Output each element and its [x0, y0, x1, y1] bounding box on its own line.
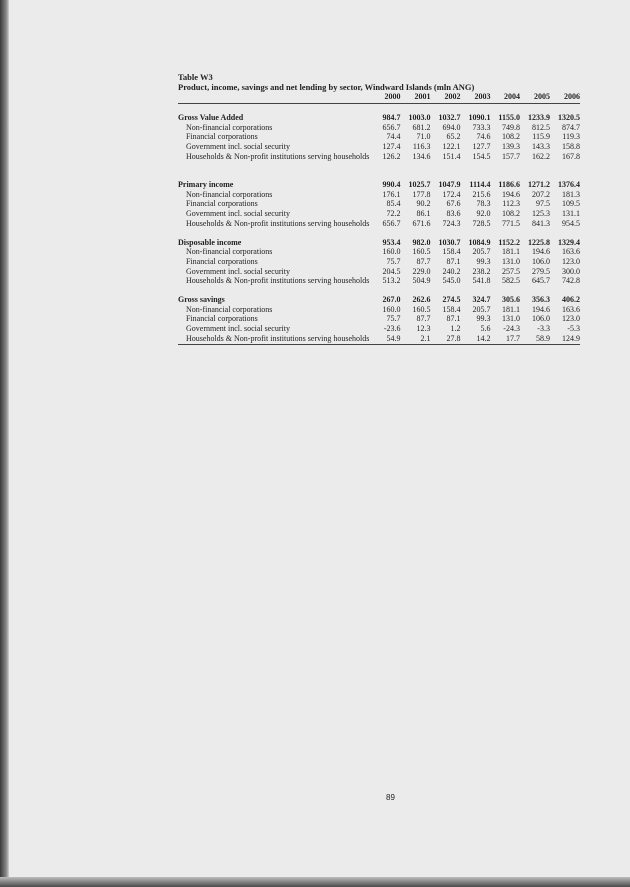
- cell-value: 160.5: [412, 304, 431, 314]
- table-row: [178, 199, 580, 209]
- cell-value: 1225.8: [527, 237, 550, 247]
- cell-value: 874.7: [562, 122, 580, 132]
- cell-value: 78.3: [476, 199, 491, 209]
- cell-value: 123.0: [562, 256, 580, 266]
- cell-value: 812.5: [531, 122, 550, 132]
- year-header: 2006: [550, 92, 580, 103]
- table-row: [178, 142, 580, 152]
- row-label: Non-financial corporations: [186, 304, 273, 314]
- cell-value: -3.3: [537, 324, 550, 334]
- cell-value: 681.2: [412, 122, 431, 132]
- cell-value: 151.4: [442, 151, 461, 161]
- cell-value: 17.7: [491, 334, 520, 345]
- row-label: Households & Non-profit institutions serving households: [186, 151, 370, 161]
- cell-value: 406.2: [562, 295, 580, 305]
- cell-value: 194.6: [531, 304, 550, 314]
- cell-value: 262.6: [412, 295, 431, 305]
- cell-value: 172.4: [442, 189, 461, 199]
- cell-value: 127.7: [472, 141, 491, 151]
- cell-value: 305.6: [501, 295, 520, 305]
- row-label: Primary income: [178, 180, 234, 190]
- table-row: [178, 314, 580, 324]
- cell-value: 645.7: [531, 276, 550, 286]
- cell-value: 2.1: [401, 334, 431, 345]
- cell-value: -5.3: [567, 324, 580, 334]
- cell-value: 139.3: [501, 141, 520, 151]
- cell-value: -24.3: [503, 324, 520, 334]
- cell-value: 58.9: [520, 334, 550, 345]
- cell-value: 86.1: [416, 208, 431, 218]
- row-label: Government incl. social security: [186, 208, 290, 218]
- cell-value: 75.7: [386, 256, 401, 266]
- cell-value: 97.5: [535, 199, 550, 209]
- cell-value: 279.5: [531, 266, 550, 276]
- cell-value: 158.4: [442, 304, 461, 314]
- year-header: 2003: [461, 92, 491, 103]
- cell-value: 158.4: [442, 247, 461, 257]
- cell-value: 274.5: [442, 295, 461, 305]
- cell-value: 65.2: [446, 132, 461, 142]
- cell-value: 1233.9: [527, 113, 550, 123]
- year-header: 2005: [520, 92, 550, 103]
- cell-value: 1376.4: [558, 180, 580, 190]
- cell-value: 108.2: [501, 208, 520, 218]
- cell-value: 27.8: [431, 334, 461, 345]
- table-subtitle: Product, income, savings and net lending by sector, Windward Islands (mln ANG): [178, 82, 475, 92]
- cell-value: 123.0: [562, 314, 580, 324]
- cell-value: 694.0: [442, 122, 461, 132]
- cell-value: 71.0: [416, 132, 431, 142]
- spacer: [178, 228, 580, 238]
- table-row: [178, 247, 580, 257]
- cell-value: 1003.0: [408, 113, 431, 123]
- cell-value: 119.3: [562, 132, 580, 142]
- cell-value: 158.8: [562, 141, 580, 151]
- cell-value: 167.8: [562, 151, 580, 161]
- cell-value: 990.4: [382, 180, 401, 190]
- cell-value: 162.2: [531, 151, 550, 161]
- cell-value: 112.3: [502, 199, 520, 209]
- cell-value: 160.0: [382, 247, 401, 257]
- cell-value: 1329.4: [558, 237, 580, 247]
- cell-value: 1025.7: [408, 180, 431, 190]
- table-row: [178, 334, 580, 345]
- cell-value: 207.2: [531, 189, 550, 199]
- cell-value: 134.6: [412, 151, 431, 161]
- row-label: Financial corporations: [186, 132, 258, 142]
- cell-value: 749.8: [501, 122, 520, 132]
- table-row: [178, 152, 580, 162]
- cell-value: 1090.1: [468, 113, 491, 123]
- table-row: [178, 324, 580, 334]
- cell-value: 771.5: [501, 218, 520, 228]
- cell-value: 74.6: [476, 132, 491, 142]
- cell-value: 87.7: [416, 314, 431, 324]
- cell-value: 1030.7: [438, 237, 461, 247]
- cell-value: 215.6: [472, 189, 491, 199]
- spacer: [178, 286, 580, 296]
- cell-value: 106.0: [531, 256, 550, 266]
- cell-value: 257.5: [501, 266, 520, 276]
- cell-value: 177.8: [412, 189, 431, 199]
- cell-value: 127.4: [382, 141, 401, 151]
- cell-value: 122.1: [442, 141, 461, 151]
- row-label: Households & Non-profit institutions serving households: [186, 276, 370, 286]
- cell-value: 181.1: [501, 304, 520, 314]
- table-row: [178, 209, 580, 219]
- cell-value: 87.7: [416, 256, 431, 266]
- cell-value: 545.0: [442, 276, 461, 286]
- cell-value: 116.3: [412, 141, 431, 151]
- cell-value: 67.6: [446, 199, 461, 209]
- year-header: 2000: [376, 92, 401, 103]
- cell-value: 582.5: [501, 276, 520, 286]
- row-label: Non-financial corporations: [186, 122, 273, 132]
- cell-value: 205.7: [472, 247, 491, 257]
- cell-value: 194.6: [531, 247, 550, 257]
- table-title: Table W3: [178, 72, 213, 82]
- cell-value: 115.9: [532, 132, 550, 142]
- cell-value: 204.5: [382, 266, 401, 276]
- cell-value: 154.5: [472, 151, 491, 161]
- cell-value: 176.1: [382, 189, 401, 199]
- cell-value: 229.0: [412, 266, 431, 276]
- cell-value: 982.0: [412, 237, 431, 247]
- cell-value: 656.7: [382, 218, 401, 228]
- scan-edge-bottom: [0, 877, 630, 887]
- year-header: 2001: [401, 92, 431, 103]
- cell-value: 1.2: [450, 324, 461, 334]
- row-label: Non-financial corporations: [186, 247, 273, 257]
- cell-value: 205.7: [472, 304, 491, 314]
- table-row: [178, 180, 580, 190]
- cell-value: 163.6: [562, 247, 580, 257]
- cell-value: 131.1: [562, 208, 580, 218]
- cell-value: 656.7: [382, 122, 401, 132]
- page-number: 89: [386, 793, 395, 802]
- cell-value: 181.1: [501, 247, 520, 257]
- cell-value: -23.6: [383, 324, 401, 334]
- cell-value: 240.2: [442, 266, 461, 276]
- cell-value: 99.3: [476, 256, 491, 266]
- cell-value: 87.1: [446, 314, 461, 324]
- spacer-row: [178, 161, 580, 180]
- cell-value: 267.0: [382, 295, 401, 305]
- cell-value: 160.5: [412, 247, 431, 257]
- cell-value: 1047.9: [438, 180, 461, 190]
- row-label: Financial corporations: [186, 314, 258, 324]
- table-row: [178, 257, 580, 267]
- cell-value: 160.0: [382, 304, 401, 314]
- cell-value: 984.7: [382, 113, 401, 123]
- cell-value: 238.2: [472, 266, 491, 276]
- table-row: [178, 132, 580, 142]
- cell-value: 131.0: [501, 314, 520, 324]
- cell-value: 1155.0: [498, 113, 520, 123]
- cell-value: 72.2: [386, 208, 401, 218]
- cell-value: 106.0: [531, 314, 550, 324]
- cell-value: 108.2: [501, 132, 520, 142]
- row-label: Financial corporations: [186, 256, 258, 266]
- row-label: Gross savings: [178, 295, 225, 305]
- cell-value: 5.6: [480, 324, 491, 334]
- row-label: Government incl. social security: [186, 324, 290, 334]
- cell-value: 125.3: [531, 208, 550, 218]
- row-label: Disposable income: [178, 237, 242, 247]
- cell-value: 513.2: [382, 276, 401, 286]
- cell-value: 163.6: [562, 304, 580, 314]
- cell-value: 1186.6: [498, 180, 520, 190]
- row-label: Government incl. social security: [186, 266, 290, 276]
- cell-value: 54.9: [376, 334, 401, 345]
- cell-value: 124.9: [550, 334, 580, 345]
- cell-value: 99.3: [476, 314, 491, 324]
- cell-value: 728.5: [472, 218, 491, 228]
- spacer: [178, 161, 580, 180]
- header-blank: [178, 92, 376, 103]
- cell-value: 126.2: [382, 151, 401, 161]
- cell-value: 83.6: [446, 208, 461, 218]
- cell-value: 1271.2: [527, 180, 550, 190]
- row-label: Households & Non-profit institutions serving households: [186, 218, 370, 228]
- year-header: 2002: [431, 92, 461, 103]
- cell-value: 92.0: [476, 208, 491, 218]
- row-label: Government incl. social security: [186, 141, 290, 151]
- spacer-row: [178, 286, 580, 296]
- row-label: Gross Value Added: [178, 113, 244, 123]
- cell-value: 1114.4: [469, 180, 491, 190]
- cell-value: 12.3: [416, 324, 431, 334]
- row-label: Financial corporations: [186, 199, 258, 209]
- spacer-row: [178, 228, 580, 238]
- cell-value: 733.3: [472, 122, 491, 132]
- cell-value: 157.7: [501, 151, 520, 161]
- cell-value: 504.9: [412, 276, 431, 286]
- cell-value: 131.0: [501, 256, 520, 266]
- cell-value: 1152.2: [498, 237, 520, 247]
- spacer: [178, 103, 580, 113]
- cell-value: 14.2: [461, 334, 491, 345]
- table-row: [178, 305, 580, 315]
- cell-value: 1084.9: [468, 237, 491, 247]
- cell-value: 181.3: [562, 189, 580, 199]
- cell-value: 85.4: [386, 199, 401, 209]
- cell-value: 356.3: [531, 295, 550, 305]
- table-row: [178, 276, 580, 286]
- table-row: [178, 267, 580, 277]
- table-row: [178, 238, 580, 248]
- cell-value: 541.8: [472, 276, 491, 286]
- cell-value: 1320.5: [558, 113, 580, 123]
- cell-value: 671.6: [412, 218, 431, 228]
- row-label: Households & Non-profit institutions serving households: [178, 334, 376, 345]
- table-row: [178, 295, 580, 305]
- cell-value: 954.5: [562, 218, 580, 228]
- cell-value: 324.7: [472, 295, 491, 305]
- year-header: 2004: [491, 92, 520, 103]
- cell-value: 194.6: [501, 189, 520, 199]
- spacer-row: [178, 103, 580, 113]
- cell-value: 75.7: [386, 314, 401, 324]
- row-label: Non-financial corporations: [186, 189, 273, 199]
- cell-value: 1032.7: [438, 113, 461, 123]
- cell-value: 87.1: [446, 256, 461, 266]
- table-row: [178, 219, 580, 229]
- cell-value: 300.0: [562, 266, 580, 276]
- data-table: [178, 92, 580, 345]
- scan-edge-left: [0, 0, 9, 887]
- table-row: [178, 190, 580, 200]
- cell-value: 724.3: [442, 218, 461, 228]
- header-row: [178, 92, 580, 103]
- cell-value: 90.2: [416, 199, 431, 209]
- cell-value: 742.8: [562, 276, 580, 286]
- cell-value: 143.3: [531, 141, 550, 151]
- cell-value: 841.3: [531, 218, 550, 228]
- cell-value: 109.5: [562, 199, 580, 209]
- cell-value: 953.4: [382, 237, 401, 247]
- table-row: [178, 123, 580, 133]
- table-row: [178, 113, 580, 123]
- cell-value: 74.4: [386, 132, 401, 142]
